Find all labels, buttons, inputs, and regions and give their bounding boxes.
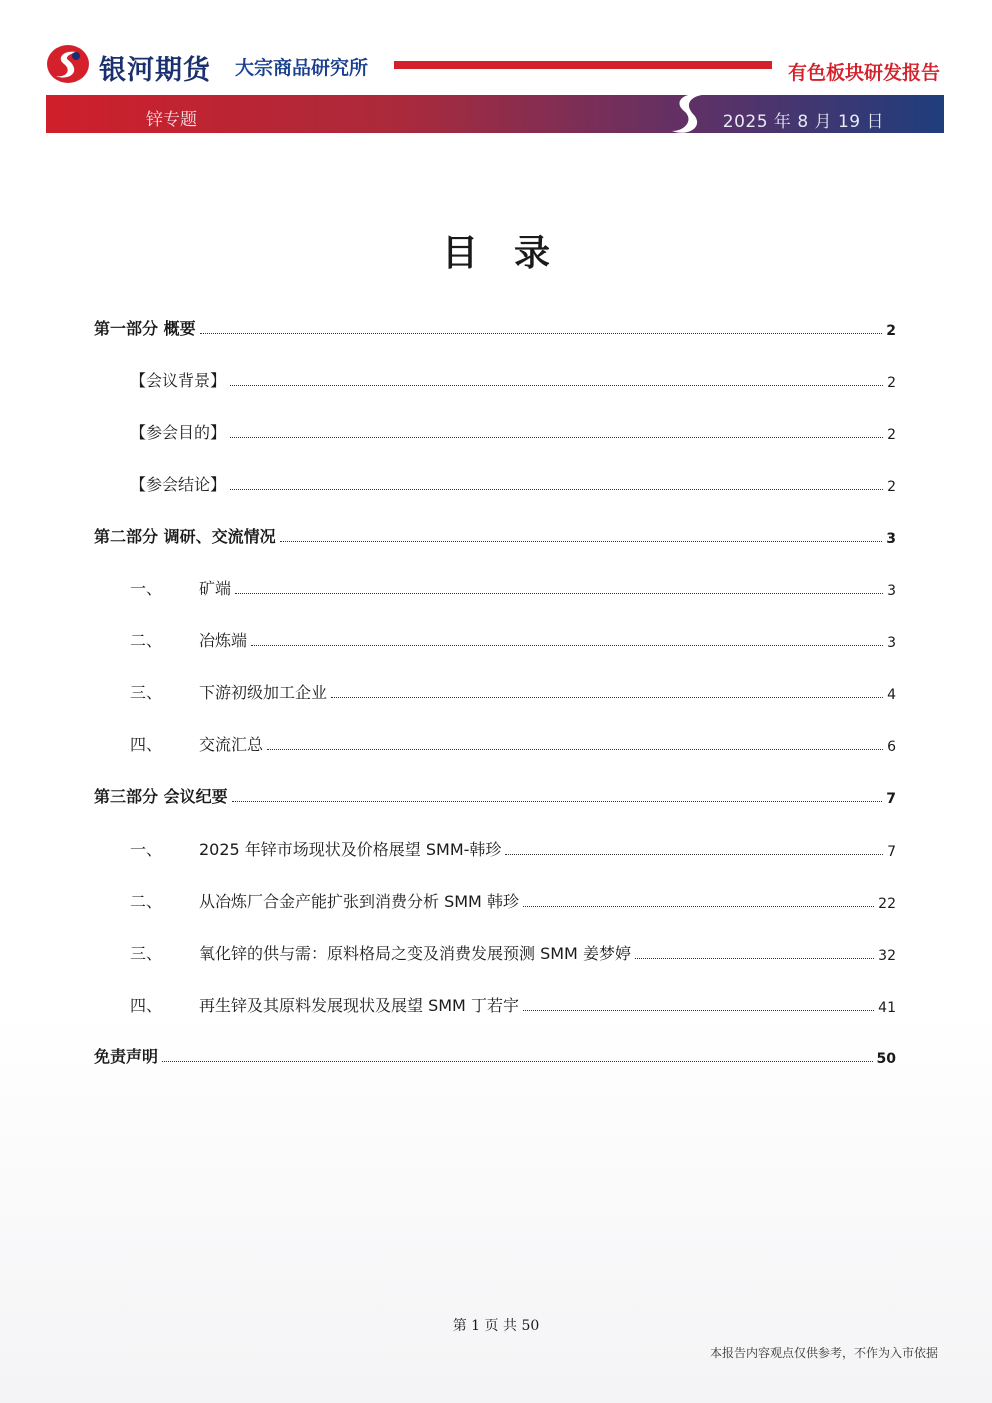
toc-item-page: 32 [878, 948, 896, 964]
toc-item-number: 四、 [130, 996, 163, 1015]
toc-item[interactable] [130, 369, 896, 391]
toc-item-text: 【参会目的】 [130, 423, 227, 442]
toc-leader [200, 333, 883, 334]
toc-leader [267, 749, 883, 750]
toc-item-text: 交流汇总 [199, 735, 264, 754]
header-divider [394, 61, 772, 69]
page-number: 第 1 页 共 50 [452, 1318, 540, 1334]
toc-item[interactable] [94, 317, 896, 339]
toc-item[interactable] [94, 785, 896, 807]
toc-leader [635, 958, 874, 959]
toc-item[interactable] [130, 994, 896, 1016]
report-date: 2025 年 8 月 19 日 [722, 112, 884, 132]
toc-item[interactable] [130, 838, 896, 860]
toc-leader [251, 645, 883, 646]
toc-item-page: 50 [876, 1051, 896, 1067]
toc-leader [331, 697, 883, 698]
toc-item-number: 四、 [130, 735, 163, 754]
toc-item-text: 第三部分 会议纪要 [94, 787, 228, 806]
institute-name: 大宗商品研究所 [235, 57, 369, 79]
toc-leader [523, 1010, 874, 1011]
toc-item[interactable] [130, 421, 896, 443]
toc-item-text: 【会议背景】 [130, 371, 227, 390]
toc-item-page: 2 [887, 427, 896, 443]
toc-item-text: 氧化锌的供与需：原料格局之变及消费发展预测 SMM 姜梦婷 [199, 944, 631, 963]
toc-item-page: 7 [886, 791, 896, 807]
toc-item-text: 2025 年锌市场现状及价格展望 SMM-韩珍 [199, 840, 502, 859]
toc-item-number: 一、 [130, 840, 163, 859]
toc-leader [230, 385, 883, 386]
toc-item[interactable] [94, 525, 896, 547]
report-topic: 锌专题 [146, 110, 197, 130]
toc-leader [280, 541, 883, 542]
toc-item-page: 2 [886, 323, 896, 339]
toc-item[interactable] [130, 942, 896, 964]
company-name: 银河期货 [99, 55, 211, 86]
toc-item-text: 矿端 [199, 579, 232, 598]
toc-leader [162, 1061, 873, 1062]
footer-disclaimer: 本报告内容观点仅供参考，不作为入市依据 [709, 1346, 938, 1360]
page-header [0, 0, 992, 95]
toc-item-number: 三、 [130, 683, 163, 702]
toc-item-text: 下游初级加工企业 [199, 683, 328, 702]
toc-item-page: 41 [878, 1000, 896, 1016]
toc-item[interactable] [130, 577, 896, 599]
toc-item-page: 2 [887, 375, 896, 391]
toc-item-page: 4 [887, 687, 896, 703]
toc-item[interactable] [130, 629, 896, 651]
toc-item-number: 二、 [130, 631, 163, 650]
toc-leader [505, 854, 883, 855]
toc-leader [523, 906, 874, 907]
toc-item[interactable] [130, 733, 896, 755]
toc-item-page: 3 [887, 583, 896, 599]
galaxy-logo-icon [46, 44, 90, 84]
toc-item[interactable] [130, 473, 896, 495]
toc-item[interactable] [130, 681, 896, 703]
toc-item-page: 2 [887, 479, 896, 495]
toc-item-page: 7 [887, 844, 896, 860]
toc-item[interactable] [94, 1045, 896, 1067]
s-swoosh-icon [668, 91, 708, 137]
toc-item-text: 冶炼端 [199, 631, 248, 650]
toc-item-page: 3 [886, 531, 896, 547]
toc-leader [230, 489, 883, 490]
report-type: 有色板块研发报告 [788, 62, 941, 84]
header-band [46, 95, 944, 133]
toc-item-page: 3 [887, 635, 896, 651]
toc-item-number: 一、 [130, 579, 163, 598]
toc-item-text: 【参会结论】 [130, 475, 227, 494]
toc-leader [232, 801, 883, 802]
toc-item-number: 二、 [130, 892, 163, 911]
toc-item-text: 第二部分 调研、交流情况 [94, 527, 276, 546]
toc-item[interactable] [130, 890, 896, 912]
toc-item-text: 第一部分 概要 [94, 319, 196, 338]
toc-item-number: 三、 [130, 944, 163, 963]
toc-item-text: 免责声明 [94, 1047, 159, 1066]
toc-title: 目录 [441, 233, 586, 274]
toc-leader [230, 437, 883, 438]
toc-item-page: 22 [878, 896, 896, 912]
toc-item-text: 再生锌及其原料发展现状及展望 SMM 丁若宇 [199, 996, 519, 1015]
toc-leader [235, 593, 883, 594]
toc-item-text: 从冶炼厂合金产能扩张到消费分析 SMM 韩珍 [199, 892, 519, 911]
toc-item-page: 6 [887, 739, 896, 755]
